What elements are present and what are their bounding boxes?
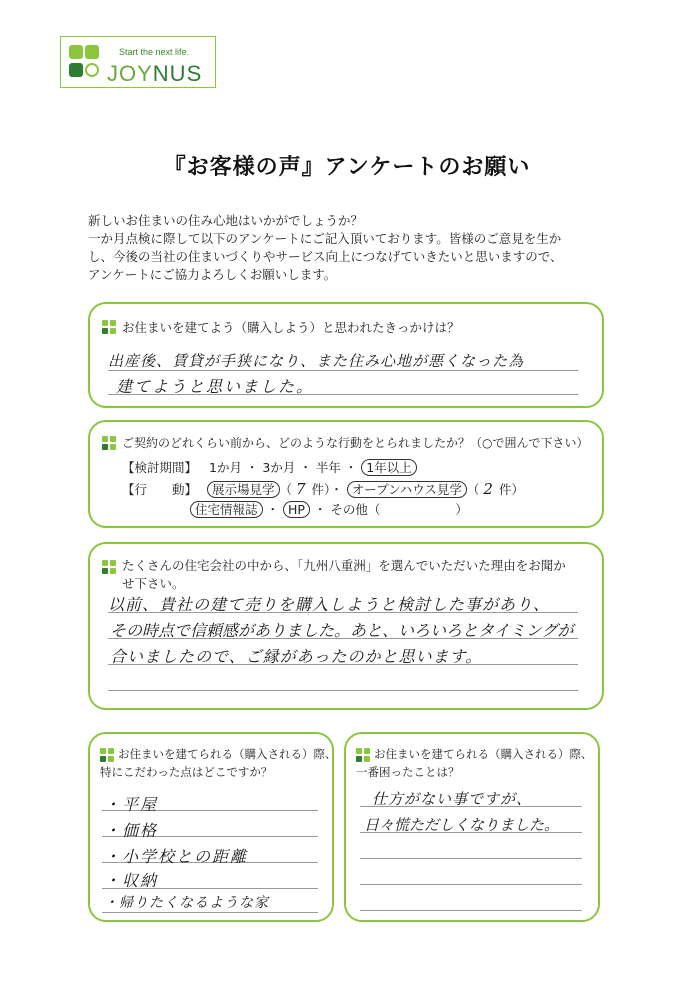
question-text: 特にこだわった点はどこですか？ <box>100 765 273 779</box>
company-logo <box>60 36 216 88</box>
question-text: せ下さい。 <box>122 576 185 591</box>
green-bullet-icon <box>102 320 116 334</box>
question-text: たくさんの住宅会社の中から、「九州八重洲」を選んでいただいた理由をお聞か <box>122 558 566 573</box>
page-title: 『お客様の声』アンケートのお願い <box>163 155 531 180</box>
period-label: 【検討期間】 <box>122 460 198 475</box>
handwritten-answer: ・平屋 <box>104 795 159 814</box>
logo-square-icon <box>85 45 99 59</box>
handwritten-answer: ・収納 <box>104 871 159 890</box>
handwritten-answer: ・価格 <box>104 821 159 840</box>
question-box-reason <box>88 542 604 710</box>
handwritten-count: 7 <box>296 480 308 498</box>
handwritten-answer: 建てようと思いました。 <box>116 377 315 396</box>
green-bullet-icon <box>356 748 370 762</box>
handwritten-answer: 仕方がない事ですが、 <box>372 790 533 808</box>
period-option: 1か月 <box>209 460 242 475</box>
action-option-selected: オープンハウス見学 <box>347 481 467 498</box>
action-option: その他（ ） <box>330 502 468 517</box>
handwritten-answer: 出産後、賃貸が手狭になり、また住み心地が悪くなった為 <box>108 352 525 370</box>
handwritten-answer: 日々慌ただしくなりました。 <box>364 816 560 834</box>
period-option: 半年 <box>315 460 341 475</box>
handwritten-answer: ・小学校との距離 <box>104 847 249 866</box>
question-box-focus <box>88 732 337 922</box>
intro-line: 一か月点検に際して以下のアンケートにご記入頂いております。皆様のご意見を生か <box>88 231 562 246</box>
handwritten-count: 2 <box>483 480 495 498</box>
period-option: 3か月 <box>262 460 296 475</box>
logo-brand-nus: NUS <box>152 61 203 86</box>
logo-square-icon <box>69 45 83 59</box>
green-bullet-icon <box>100 748 114 762</box>
question-text: お住まいを建てられる（購入される）際、 <box>374 747 593 761</box>
intro-line: し、今後の当社の住まいづくりやサービス向上につなげていきたいと思いますので、 <box>88 249 563 264</box>
logo-brand-joy: JOY <box>107 61 153 86</box>
intro-text <box>88 212 648 284</box>
green-bullet-icon <box>102 436 116 450</box>
handwritten-answer: 合いましたので、ご縁があったのかと思います。 <box>110 647 483 666</box>
logo-circle-icon <box>85 63 99 77</box>
action-option-selected: 展示場見学 <box>207 481 280 498</box>
question-box-motivation <box>88 302 604 408</box>
period-option-selected: 1年以上 <box>361 459 416 476</box>
question-text: お住まいを建てよう（購入しよう）と思われたきっかけは？ <box>122 320 460 335</box>
action-row-2: 住宅情報誌 ・ HP ・ その他（ ） <box>190 500 468 518</box>
period-row: 【検討期間】 1か月 ・ 3か月 ・ 半年 ・ 1年以上 <box>122 458 417 476</box>
green-bullet-icon <box>102 560 116 574</box>
action-label: 【行 動】 <box>122 482 198 497</box>
question-text: ご契約のどれくらい前から、どのような行動をとられましたか？（○で囲んで下さい） <box>122 436 589 450</box>
logo-tagline: Start the next life. <box>119 47 190 57</box>
intro-line: 新しいお住まいの住み心地はいかがでしょうか？ <box>88 213 364 228</box>
question-text: 一番困ったことは？ <box>356 765 460 779</box>
action-option-selected: 住宅情報誌 <box>190 501 263 518</box>
handwritten-answer: ・帰りたくなるような家 <box>104 895 269 911</box>
action-row: 【行 動】 展示場見学 （ 7 件）・ オープンハウス見学 （ 2 件） <box>122 480 524 498</box>
logo-brand <box>107 61 202 87</box>
handwritten-answer: その時点で信頼感がありました。あと、いろいろとタイミングが <box>110 621 574 640</box>
handwritten-answer: 以前、貴社の建て売りを購入しようと検討した事があり、 <box>108 595 551 614</box>
intro-line: アンケートにご協力よろしくお願いします。 <box>88 267 337 282</box>
question-box-difficulty <box>344 732 600 922</box>
question-box-actions <box>88 420 604 528</box>
question-text: お住まいを建てられる（購入される）際、 <box>118 747 337 761</box>
action-option-selected: HP <box>283 501 310 518</box>
logo-square-icon <box>69 63 83 77</box>
